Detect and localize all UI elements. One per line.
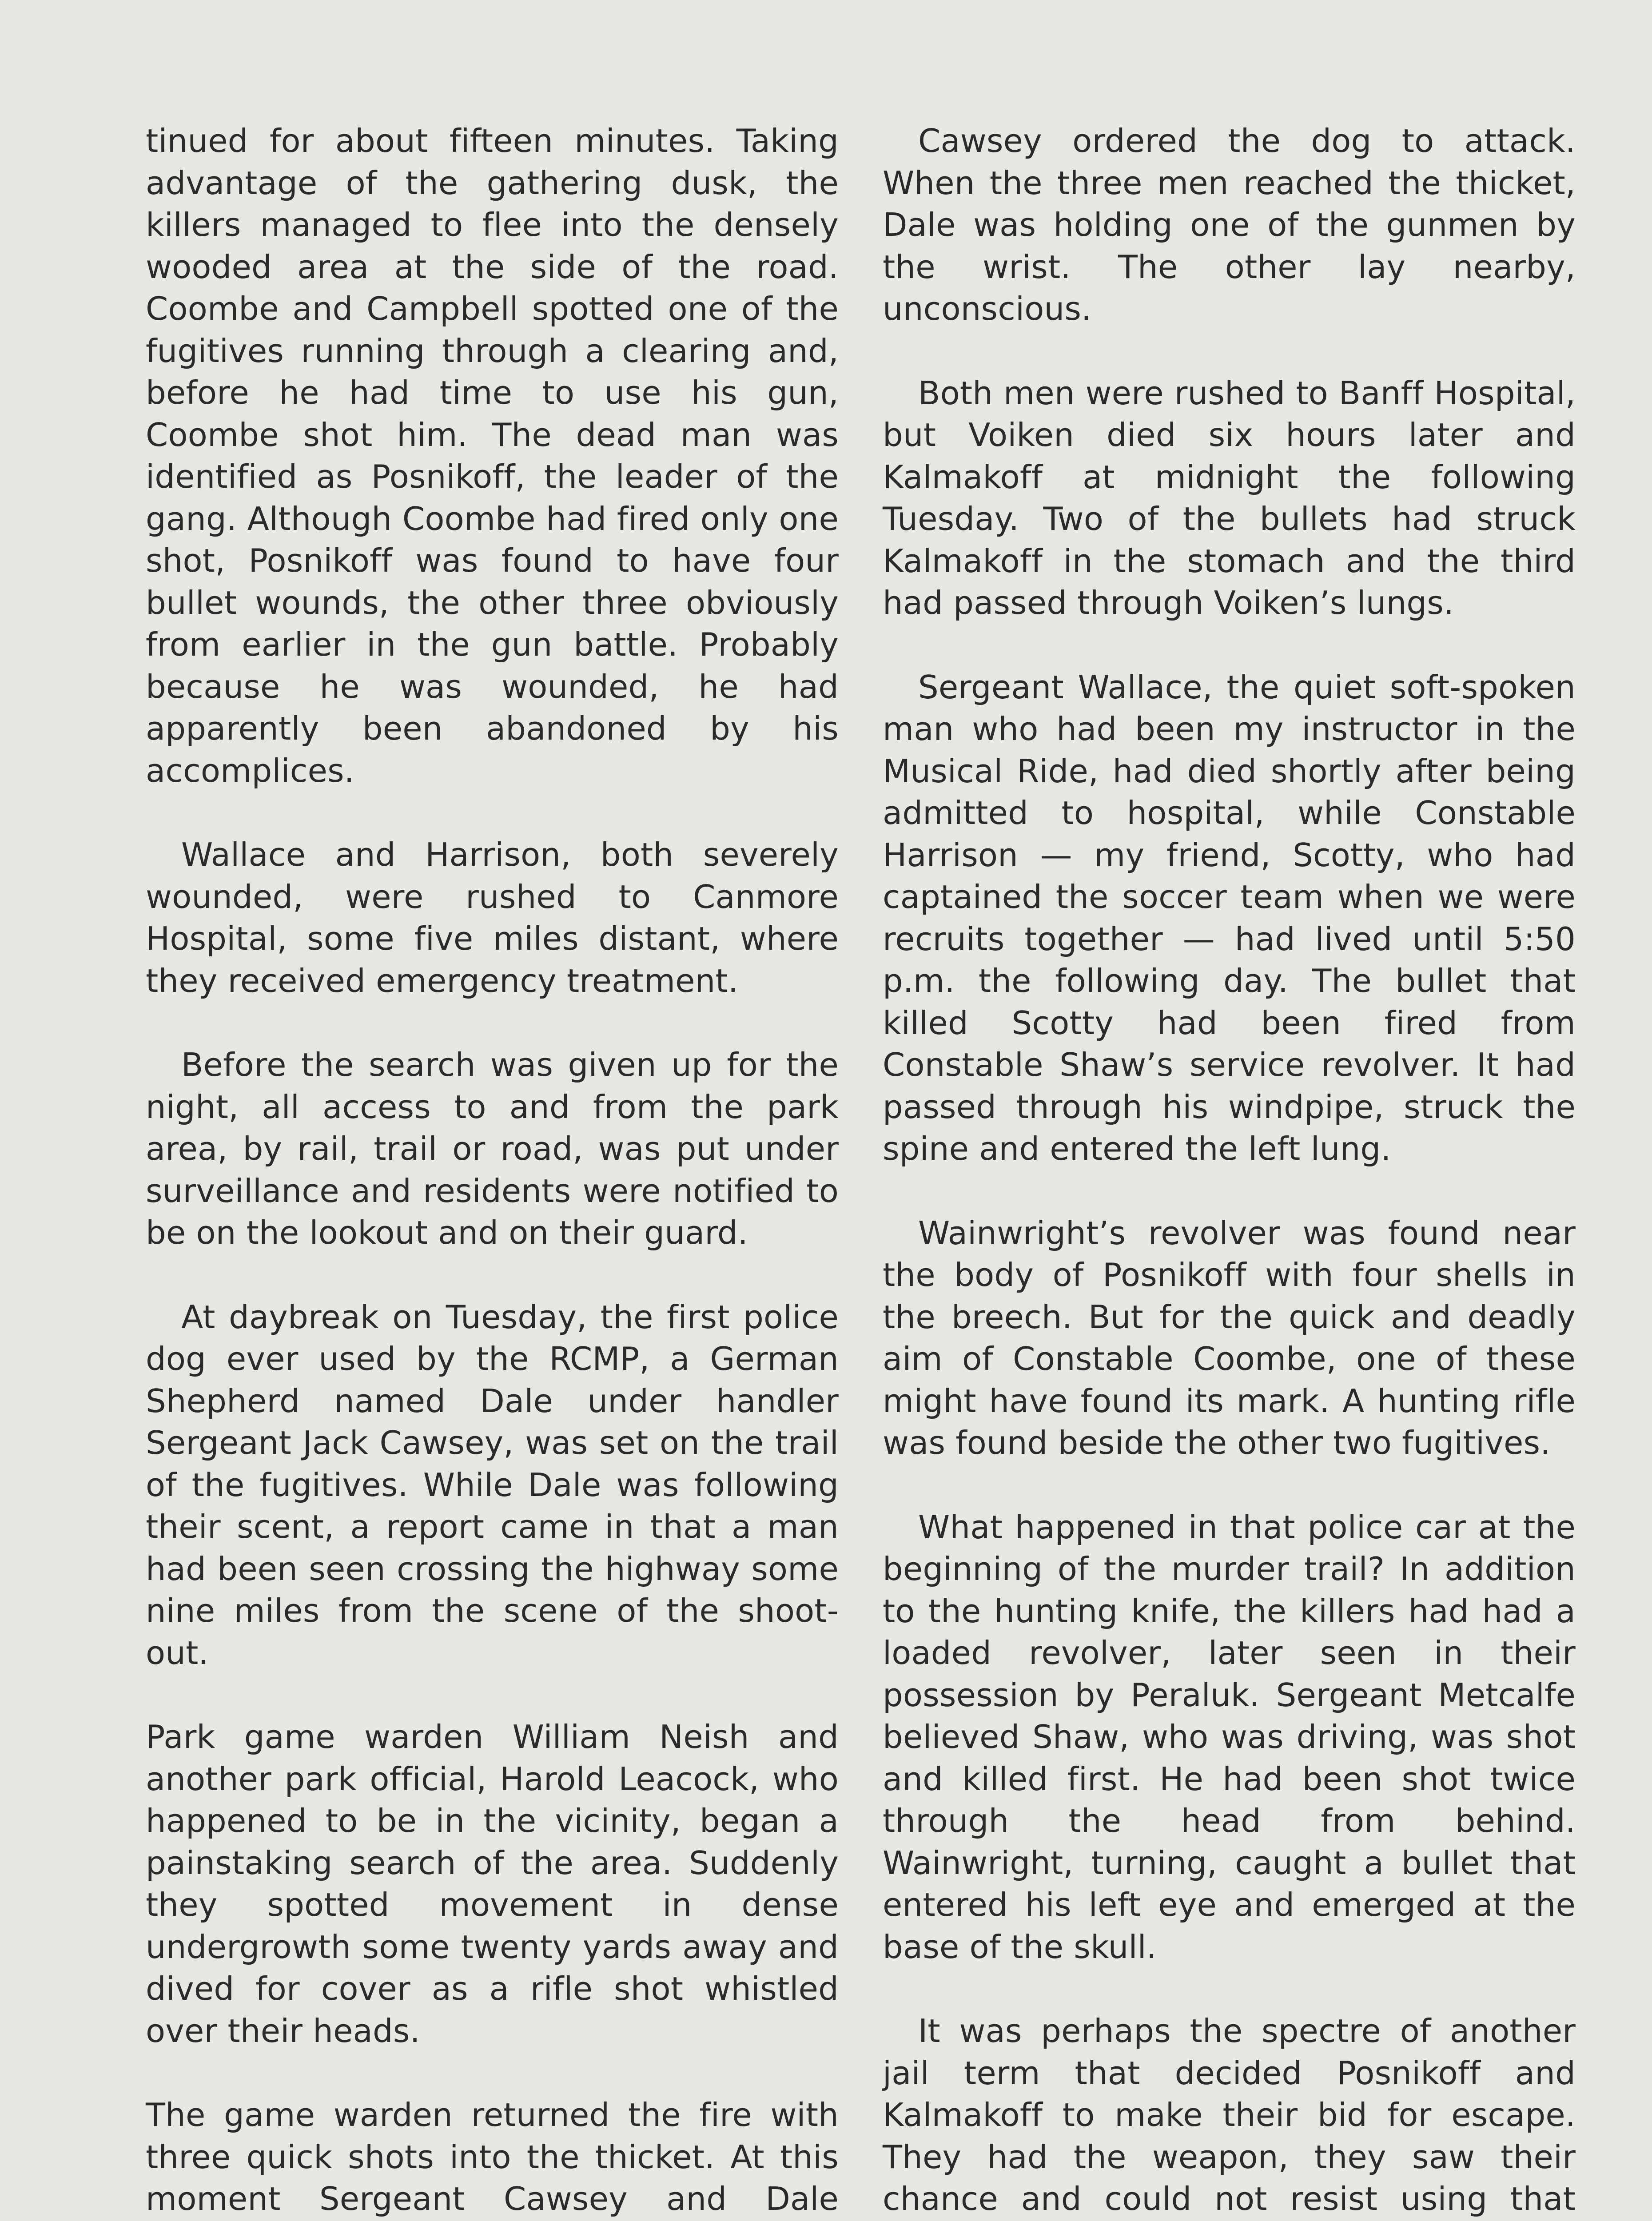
paragraph: It was perhaps the spectre of another jail term that decided Posnikoff and Kalmakoff to make their bid for escape. They had the weapon, they saw their chance and could not resist using that	[883, 2012, 1576, 2217]
paragraph: Wallace and Harrison, both severely wounded, were rushed to Canmore Hospital, some five miles distant, where they received emergency treatment.	[146, 836, 839, 999]
paragraph: At daybreak on Tuesday, the first police dog ever used by the RCMP, a German Shepherd named Dale under handler Sergeant Jack Cawsey, was set on the trail of the fugitives. While Dale was following their scent, a report came in that a man had been seen crossing the highway some nine miles from the scene of the shoot-out.	[146, 1298, 839, 1672]
paragraph: Before the search was given up for the night, all access to and from the park area, by rail, trail or road, was put under surveillance and residents were notified to be on the lookout and on their guard.	[146, 1046, 839, 1251]
paragraph: Park game warden William Neish and another park official, Harold Leacock, who happened to be in the vicinity, began a painstaking search of the area. Suddenly they spotted movement in dense undergrowth some twenty yards away and dived for cover as a rifle shot whistled over their heads.	[146, 1718, 839, 2050]
paragraph: Wainwright’s revolver was found near the body of Posnikoff with four shells in the breech. But for the quick and deadly aim of Constable Coombe, one of these might have found its mark. A hunting rifle was found beside the other two fugitives.	[883, 1214, 1576, 1461]
right-column	[883, 120, 1576, 2221]
left-column	[146, 120, 839, 2221]
paragraph: Sergeant Wallace, the quiet soft-spoken man who had been my instructor in the Musical Ride, had died shortly after being admitted to hospital, while Constable Harrison — my friend, Scotty, who had captained the soccer team when we were recruits together — had lived until 5:50 p.m. the following day. The bullet that killed Scotty had been fired from Constable Shaw’s service revolver. It had passed through his windpipe, struck the spine and entered the left lung.	[883, 668, 1576, 1167]
paragraph: Both men were rushed to Banff Hospital, but Voiken died six hours later and Kalmakoff at midnight the following Tuesday. Two of the bullets had struck Kalmakoff in the stomach and the third had passed through Voiken’s lungs.	[883, 374, 1576, 621]
paragraph: Cawsey ordered the dog to attack. When the three men reached the thicket, Dale was holding one of the gunmen by the wrist. The other lay nearby, unconscious.	[883, 122, 1576, 327]
paragraph: tinued for about fifteen minutes. Taking advantage of the gathering dusk, the killers managed to flee into the densely wooded area at the side of the road. Coombe and Campbell spotted one of the fugitives running through a clearing and, before he had time to use his gun, Coombe shot him. The dead man was identified as Posnikoff, the leader of the gang. Although Coombe had fired only one shot, Posnikoff was found to have four bullet wounds, the other three obviously from earlier in the gun battle. Probably because he was wounded, he had apparently been abandoned by his accomplices.	[146, 122, 839, 789]
paragraph: What happened in that police car at the beginning of the murder trail? In addition to the hunting knife, the killers had had a loaded revolver, later seen in their possession by Peraluk. Sergeant Metcalfe believed Shaw, who was driving, was shot and killed first. He had been shot twice through the head from behind. Wainwright, turning, caught a bullet that entered his left eye and emerged at the base of the skull.	[883, 1508, 1576, 1966]
paragraph: The game warden returned the fire with three quick shots into the thicket. At this moment Sergeant Cawsey and Dale	[146, 2096, 839, 2217]
